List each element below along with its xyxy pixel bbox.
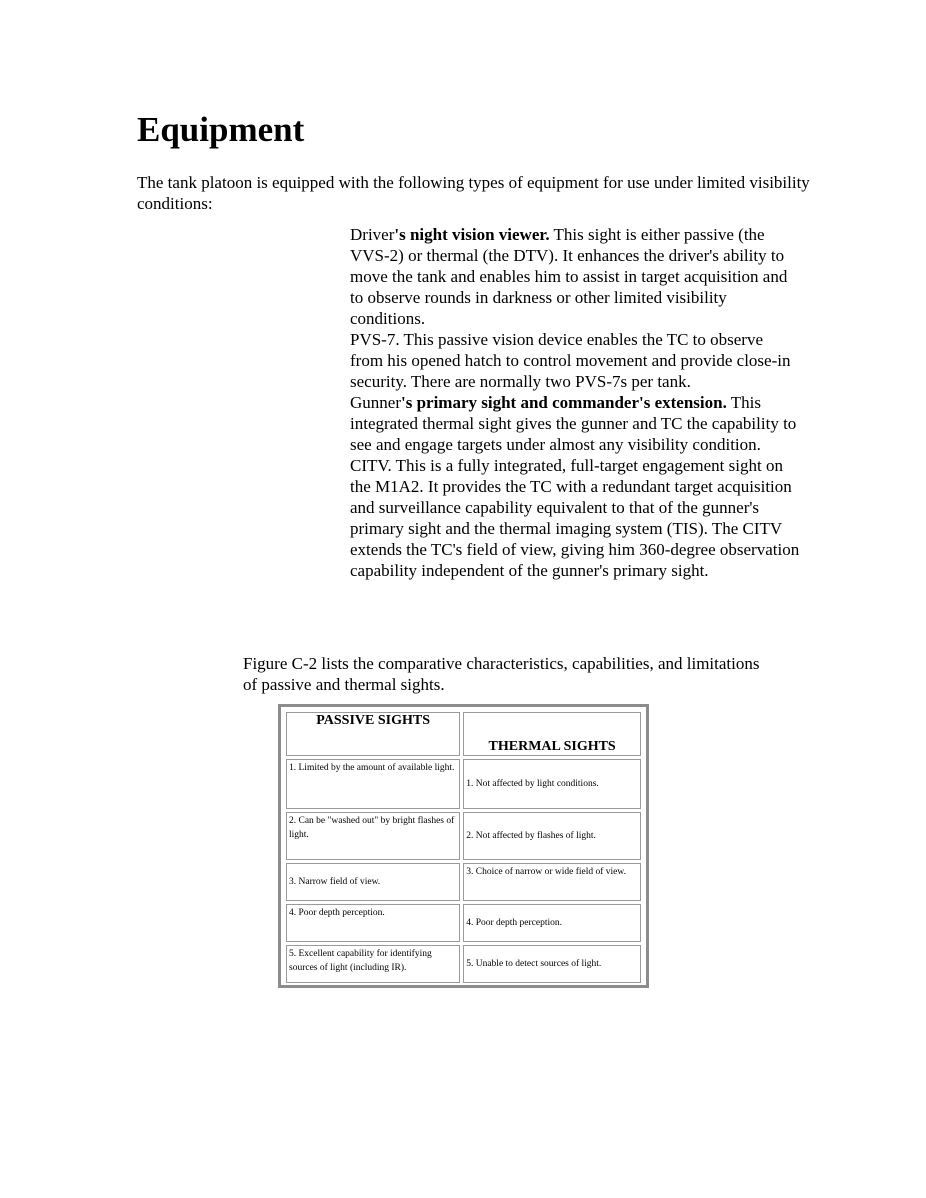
page-title: Equipment bbox=[137, 110, 305, 149]
table-cell-passive: 1. Limited by the amount of available light. bbox=[286, 759, 460, 809]
equipment-description: This sight is either passive (the VVS-2) or thermal (the DTV). It enhances the driver's ability to move the tank and enables him to assist in target acquisition and to observe rounds in darkness or other limited visibility conditions. bbox=[350, 225, 788, 328]
equipment-lead: PVS-7. bbox=[350, 330, 400, 349]
equipment-lead: Gunner bbox=[350, 393, 401, 412]
table-cell-passive: 4. Poor depth perception. bbox=[286, 904, 460, 942]
table-cell-thermal: 2. Not affected by flashes of light. bbox=[463, 812, 641, 860]
equipment-description: This integrated thermal sight gives the gunner and TC the capability to see and engage targets under almost any visibility condition. bbox=[350, 393, 797, 454]
equipment-item-driver-viewer bbox=[350, 224, 800, 329]
sights-comparison-table-frame bbox=[278, 704, 649, 988]
table-row bbox=[286, 904, 641, 942]
equipment-lead-bold: 's primary sight and commander's extension. bbox=[400, 393, 727, 412]
equipment-lead: CITV. bbox=[350, 456, 392, 475]
table-row bbox=[286, 863, 641, 901]
table-cell-thermal: 5. Unable to detect sources of light. bbox=[463, 945, 641, 983]
table-header-row bbox=[286, 712, 641, 756]
header-thermal-sights: THERMAL SIGHTS bbox=[463, 712, 641, 756]
equipment-item-pvs7 bbox=[350, 329, 800, 392]
equipment-item-citv bbox=[350, 455, 800, 581]
table-row bbox=[286, 812, 641, 860]
equipment-description: This passive vision device enables the TC to observe from his opened hatch to control movement and provide close-in security. There are normally two PVS-7s per tank. bbox=[350, 330, 791, 391]
table-row bbox=[286, 759, 641, 809]
table-cell-thermal: 4. Poor depth perception. bbox=[463, 904, 641, 942]
intro-paragraph: The tank platoon is equipped with the following types of equipment for use under limited visibility conditions: bbox=[137, 173, 810, 213]
table-row bbox=[286, 945, 641, 983]
figure-reference-paragraph: Figure C-2 lists the comparative characteristics, capabilities, and limitations of passive and thermal sights. bbox=[243, 654, 760, 694]
equipment-lead: Driver bbox=[350, 225, 395, 244]
equipment-lead-bold: 's night vision viewer. bbox=[394, 225, 550, 244]
table-cell-passive: 2. Can be "washed out" by bright flashes of light. bbox=[286, 812, 460, 860]
table-cell-thermal: 1. Not affected by light conditions. bbox=[463, 759, 641, 809]
equipment-item-gunner-sight bbox=[350, 392, 800, 455]
table-cell-passive: 5. Excellent capability for identifying sources of light (including IR). bbox=[286, 945, 460, 983]
header-passive-sights: PASSIVE SIGHTS bbox=[286, 712, 460, 756]
table-cell-thermal: 3. Choice of narrow or wide field of view. bbox=[463, 863, 641, 901]
sights-comparison-table bbox=[283, 709, 644, 986]
table-cell-passive: 3. Narrow field of view. bbox=[286, 863, 460, 901]
equipment-description: This is a fully integrated, full-target engagement sight on the M1A2. It provides the TC with a redundant target acquisition and surveillance capability equivalent to that of the gunner's primary sight and the thermal imaging system (TIS). The CITV extends the TC's field of view, giving him 360-degree observation capability independent of the gunner's primary sight. bbox=[350, 456, 800, 580]
equipment-list bbox=[350, 224, 800, 581]
